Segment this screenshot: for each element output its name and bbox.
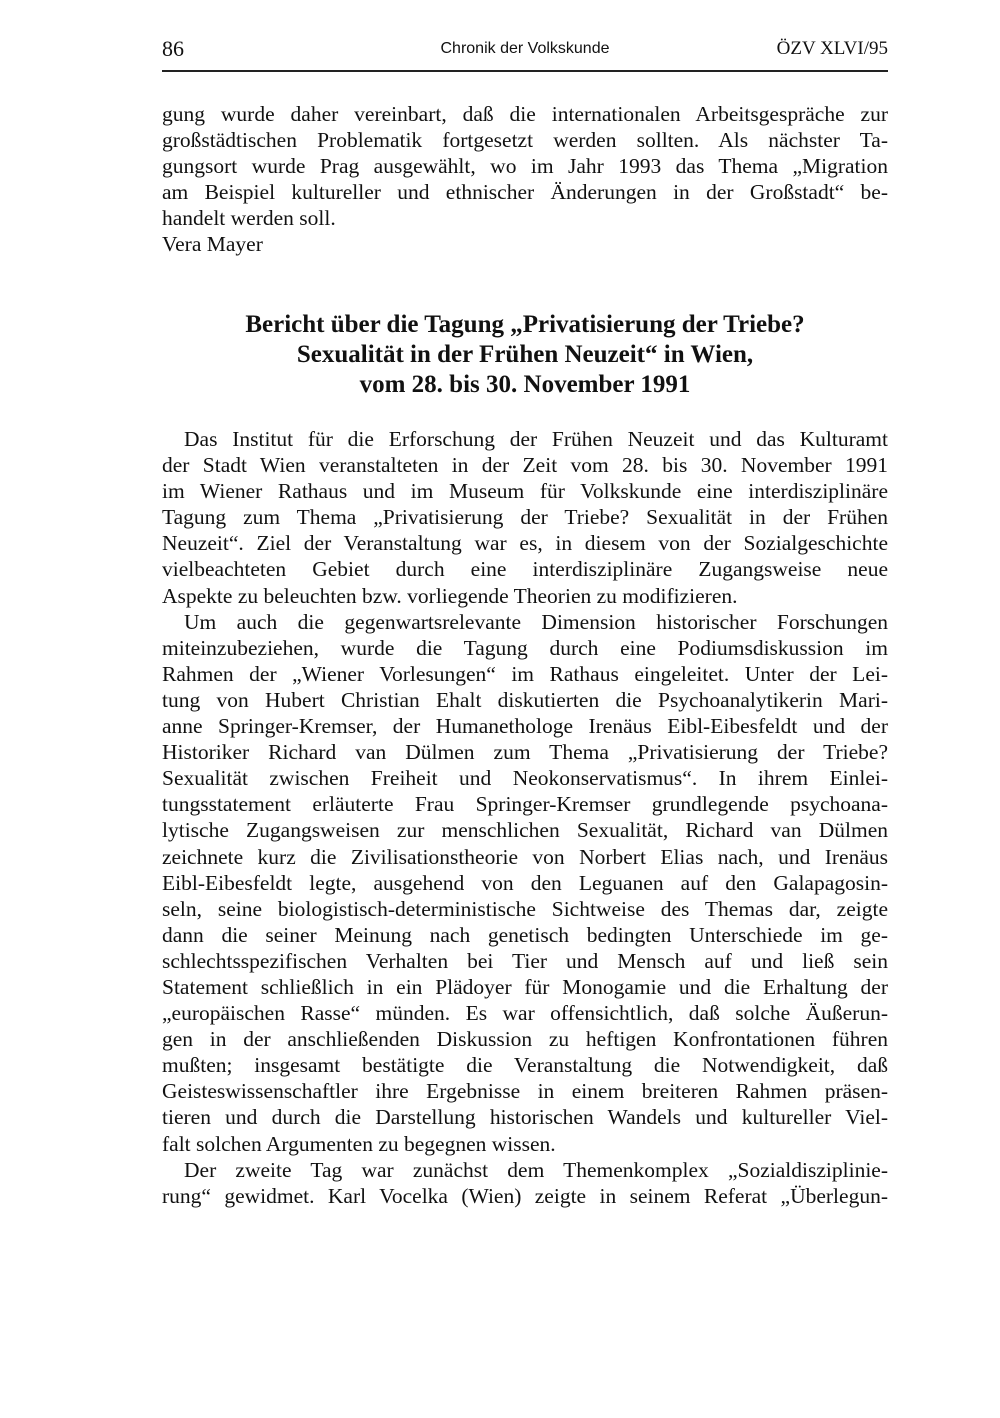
text-line: am Beispiel kultureller und ethnischer Änderungen in der Großstadt“ be- bbox=[162, 180, 888, 205]
text-line: dann die seiner Meinung nach genetisch bedingten Unterschiede im ge- bbox=[162, 922, 888, 947]
title-line: Bericht über die Tagung „Privatisierung der Triebe? bbox=[245, 311, 805, 338]
paragraph bbox=[162, 609, 888, 1157]
text-line: Aspekte zu beleuchten bzw. vorliegende Theorien zu modifizieren. bbox=[162, 583, 738, 608]
text-line: falt solchen Argumenten zu begegnen wissen. bbox=[162, 1131, 556, 1156]
text-line: rung“ gewidmet. Karl Vocelka (Wien) zeigte in seinem Referat „Überlegun- bbox=[162, 1183, 888, 1208]
title-line: vom 28. bis 30. November 1991 bbox=[359, 371, 691, 398]
text-line: schlechtsspezifischen Verhalten bei Tier und Mensch auf und ließ sein bbox=[162, 948, 888, 973]
journal-reference: ÖZV XLVI/95 bbox=[776, 38, 888, 59]
text-line: der Stadt Wien veranstalteten in der Zeit vom 28. bis 30. November 1991 bbox=[162, 453, 888, 478]
title-line: Sexualität in der Frühen Neuzeit“ in Wien, bbox=[296, 341, 754, 368]
header-rule bbox=[162, 70, 888, 72]
text-line: gungsort wurde Prag ausgewählt, wo im Jahr 1993 das Thema „Migration bbox=[162, 154, 888, 179]
text-line: Eibl-Eibesfeldt legte, ausgehend von den Leguanen auf den Galapagosin- bbox=[162, 870, 888, 895]
running-title: Chronik der Volkskunde bbox=[440, 40, 610, 57]
running-header bbox=[162, 36, 888, 66]
text-line: anne Springer-Kremser, der Humanethologe Irenäus Eibl-Eibesfeldt und der bbox=[162, 714, 888, 739]
text-line: tungsstatement erläuterte Frau Springer-Kremser grundlegende psychoana- bbox=[162, 792, 888, 817]
text-line: Neuzeit“. Ziel der Veranstaltung war es, in diesem von der Sozialgeschichte bbox=[162, 531, 888, 556]
text-line: Geisteswissenschaftler ihre Ergebnisse in einem breiteren Rahmen präsen- bbox=[162, 1079, 888, 1104]
text-line: seln, seine biologistisch-deterministische Sichtweise des Themas dar, zeigte bbox=[162, 896, 888, 921]
text-line: gung wurde daher vereinbart, daß die internationalen Arbeitsgespräche zur bbox=[162, 102, 888, 126]
text-line: miteinzubeziehen, wurde die Tagung durch eine Podiumsdiskussion im bbox=[162, 635, 888, 660]
text-line: „europäischen Rasse“ münden. Es war offensichtlich, daß solche Äußerun- bbox=[162, 1001, 888, 1026]
text-line: mußten; insgesamt bestätigte die Veranstaltung die Notwendigkeit, daß bbox=[162, 1053, 888, 1078]
paragraph bbox=[162, 426, 888, 609]
text-line: Statement schließlich in ein Plädoyer für Monogamie und die Erhaltung der bbox=[162, 974, 888, 999]
text-line: gen in der anschließenden Diskussion zu heftigen Konfrontationen führen bbox=[162, 1027, 888, 1052]
text-line: großstädtischen Problematik fortgesetzt werden sollten. Als nächster Ta- bbox=[162, 128, 888, 153]
text-line: lytische Zugangsweisen zur menschlichen Sexualität, Richard van Dülmen bbox=[162, 818, 888, 843]
text-line: handelt werden soll. bbox=[162, 206, 336, 231]
author-signature: Vera Mayer bbox=[162, 232, 263, 257]
text-line: Der zweite Tag war zunächst dem Themenkomplex „Sozialdisziplinie- bbox=[184, 1157, 888, 1182]
paragraph bbox=[162, 1157, 888, 1209]
text-line: Historiker Richard van Dülmen zum Thema „Privatisierung der Triebe? bbox=[162, 740, 888, 765]
text-line: Um auch die gegenwartsrelevante Dimension historischer Forschungen bbox=[184, 609, 888, 634]
text-line: Sexualität zwischen Freiheit und Neokonservatismus“. In ihrem Einlei- bbox=[162, 766, 888, 791]
text-line: Rahmen der „Wiener Vorlesungen“ im Rathaus eingeleitet. Unter der Lei- bbox=[162, 661, 888, 686]
page-number: 86 bbox=[162, 36, 184, 61]
intro-paragraph bbox=[162, 101, 888, 258]
article-body bbox=[162, 426, 888, 1209]
text-line: zeichnete kurz die Zivilisationstheorie von Norbert Elias nach, und Irenäus bbox=[162, 844, 888, 869]
article-title bbox=[162, 310, 888, 400]
text-line: im Wiener Rathaus und im Museum für Volkskunde eine interdisziplinäre bbox=[162, 479, 888, 504]
text-line: tung von Hubert Christian Ehalt diskutierten die Psychoanalytikerin Mari- bbox=[162, 687, 888, 712]
text-line: tieren und durch die Darstellung historischen Wandels und kultureller Viel- bbox=[162, 1105, 888, 1130]
text-line: Das Institut für die Erforschung der Frühen Neuzeit und das Kulturamt bbox=[184, 427, 888, 451]
text-line: Tagung zum Thema „Privatisierung der Triebe? Sexualität in der Frühen bbox=[162, 505, 888, 530]
text-line: vielbeachteten Gebiet durch eine interdisziplinäre Zugangsweise neue bbox=[162, 557, 888, 582]
